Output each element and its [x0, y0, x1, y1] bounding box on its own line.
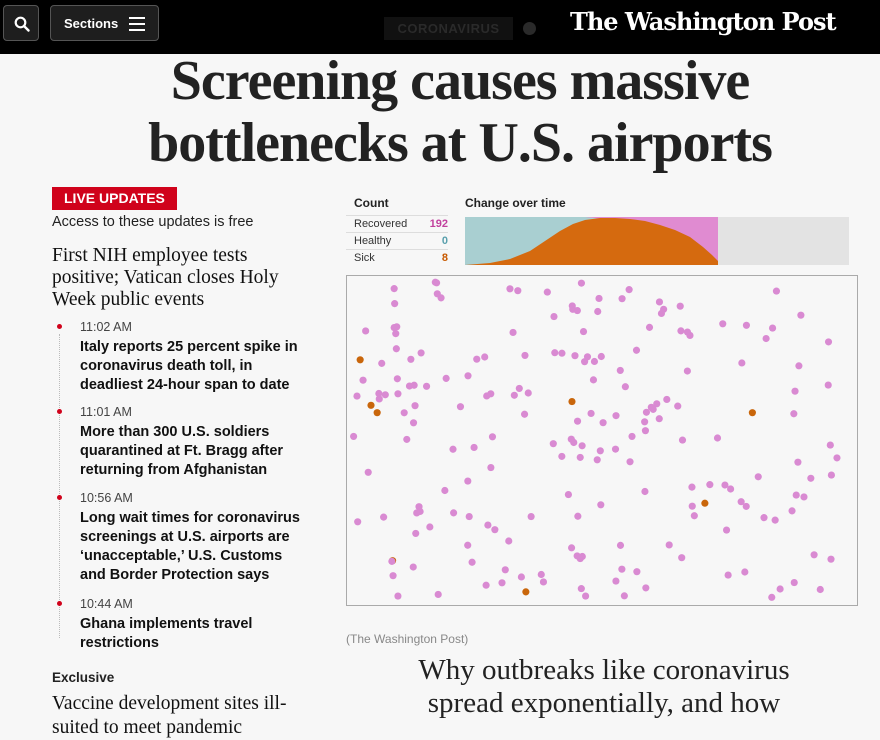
sick-dot	[367, 402, 374, 409]
recovered-dot	[525, 389, 532, 396]
recovered-dot	[568, 544, 575, 551]
count-label: Recovered	[354, 218, 408, 230]
recovered-dot	[797, 312, 804, 319]
recovered-dot	[621, 592, 628, 599]
recovered-dot	[600, 419, 607, 426]
recovered-dot	[518, 573, 525, 580]
recovered-dot	[738, 498, 745, 505]
live-update-item[interactable]	[80, 597, 310, 653]
sections-menu-button[interactable]	[50, 5, 159, 41]
recovered-dot	[528, 513, 535, 520]
recovered-dot	[590, 376, 597, 383]
sick-dot	[568, 398, 575, 405]
section-kicker-link[interactable]: CORONAVIRUS	[384, 17, 513, 40]
search-button[interactable]	[3, 5, 39, 41]
recovered-dot	[688, 484, 695, 491]
recovered-dot	[633, 347, 640, 354]
recovered-dot	[434, 290, 441, 297]
recovered-dot	[582, 592, 589, 599]
recovered-dot	[466, 513, 473, 520]
recovered-dot	[464, 372, 471, 379]
recovered-dot	[579, 442, 586, 449]
access-note: Access to these updates is free	[52, 214, 254, 230]
recovered-dot	[587, 410, 594, 417]
recovered-dot	[375, 390, 382, 397]
hamburger-icon	[129, 17, 145, 31]
recovered-dot	[514, 287, 521, 294]
recovered-dot	[487, 464, 494, 471]
recovered-dot	[755, 473, 762, 480]
recovered-dot	[401, 409, 408, 416]
recovered-dot	[612, 412, 619, 419]
recovered-dot	[449, 446, 456, 453]
recovered-dot	[574, 418, 581, 425]
recovered-dot	[565, 491, 572, 498]
recovered-dot	[502, 566, 509, 573]
recovered-dot	[457, 403, 464, 410]
count-value: 192	[429, 218, 448, 230]
recovered-dot	[569, 306, 576, 313]
live-updates-badge[interactable]: LIVE UPDATES	[52, 187, 177, 210]
recovered-dot	[686, 332, 693, 339]
recovered-dot	[791, 388, 798, 395]
count-value: 8	[441, 252, 448, 264]
recovered-dot	[418, 349, 425, 356]
recovered-dot	[594, 308, 601, 315]
recovered-dot	[721, 481, 728, 488]
recovered-dot	[795, 362, 802, 369]
count-label: Sick	[354, 252, 375, 264]
recovered-dot	[777, 585, 784, 592]
arrow-right-icon[interactable]	[523, 22, 536, 35]
recovered-dot	[677, 303, 684, 310]
recovered-dot	[464, 477, 471, 484]
recovered-dot	[642, 427, 649, 434]
recovered-dot	[807, 475, 814, 482]
recovered-dot	[574, 513, 581, 520]
recovered-dot	[581, 358, 588, 365]
recovered-dot	[678, 554, 685, 561]
sick-dot	[374, 409, 381, 416]
recovered-dot	[833, 454, 840, 461]
recovered-dot	[827, 556, 834, 563]
count-title: Count	[354, 196, 389, 210]
recovered-dot	[389, 572, 396, 579]
recovered-dot	[469, 559, 476, 566]
recovered-dot	[725, 572, 732, 579]
recovered-dot	[626, 286, 633, 293]
recovered-dot	[544, 289, 551, 296]
recovered-dot	[509, 329, 516, 336]
recovered-dot	[719, 320, 726, 327]
recovered-dot	[558, 453, 565, 460]
recovered-dot	[558, 350, 565, 357]
recovered-dot	[706, 481, 713, 488]
recovered-dot	[663, 396, 670, 403]
recovered-dot	[521, 411, 528, 418]
recovered-dot	[382, 391, 389, 398]
change-over-time-title: Change over time	[465, 196, 566, 210]
live-update-item[interactable]	[80, 491, 310, 585]
recovered-dot	[551, 349, 558, 356]
graphic-credit: (The Washington Post)	[346, 632, 469, 646]
recovered-dot	[773, 288, 780, 295]
recovered-dot	[760, 514, 767, 521]
bullet-dot-icon	[57, 409, 62, 414]
recovered-dot	[817, 586, 824, 593]
recovered-dot	[641, 488, 648, 495]
recovered-dot	[407, 356, 414, 363]
recovered-dot	[423, 383, 430, 390]
population-dot-field	[346, 275, 858, 606]
recovered-dot	[470, 444, 477, 451]
recovered-dot	[412, 530, 419, 537]
recovered-dot	[391, 324, 398, 331]
recovered-dot	[506, 285, 513, 292]
recovered-dot	[653, 400, 660, 407]
recovered-dot	[426, 523, 433, 530]
search-icon	[14, 16, 30, 32]
bullet-dot-icon	[57, 495, 62, 500]
update-time: 10:56 AM	[80, 491, 133, 505]
recovered-dot	[538, 571, 545, 578]
recovered-dot	[825, 338, 832, 345]
recovered-dot	[362, 327, 369, 334]
recovered-dot	[622, 383, 629, 390]
recovered-dot	[353, 392, 360, 399]
recovered-dot	[392, 330, 399, 337]
recovered-dot	[410, 563, 417, 570]
future-area	[718, 217, 849, 265]
recovered-dot	[790, 410, 797, 417]
recovered-dot	[684, 367, 691, 374]
recovered-dot	[388, 558, 395, 565]
recovered-dot	[394, 390, 401, 397]
update-text[interactable]: Ghana implements travel restrictions	[80, 616, 253, 651]
recovered-dot	[743, 322, 750, 329]
recovered-dot	[825, 381, 832, 388]
sick-dot	[522, 588, 529, 595]
sick-dot	[357, 356, 364, 363]
sick-dot	[701, 500, 708, 507]
count-value: 0	[441, 235, 448, 247]
recovered-dot	[768, 594, 775, 601]
recovered-dot	[788, 507, 795, 514]
recovered-dot	[656, 298, 663, 305]
recovered-dot	[597, 447, 604, 454]
recovered-dot	[433, 279, 440, 286]
recovered-dot	[594, 456, 601, 463]
recovered-dot	[674, 403, 681, 410]
recovered-dot	[489, 433, 496, 440]
recovered-dot	[483, 582, 490, 589]
sections-label: Sections	[64, 16, 119, 31]
recovered-dot	[450, 509, 457, 516]
recovered-dot	[464, 542, 471, 549]
recovered-dot	[689, 503, 696, 510]
update-text[interactable]: Long wait times for coronavirus screenings at U.S. airports are ‘unacceptable,’ U.S. Customs and Border Protection says	[80, 510, 300, 583]
count-row-healthy	[346, 232, 448, 249]
recovered-dot	[415, 503, 422, 510]
recovered-dot	[769, 325, 776, 332]
live-updates-headline[interactable]: First NIH employee tests positive; Vatican closes Holy Week public events	[52, 245, 279, 310]
count-label: Healthy	[354, 235, 392, 247]
recovered-dot	[723, 526, 730, 533]
recovered-dot	[578, 585, 585, 592]
recovered-dot	[498, 579, 505, 586]
recovered-dot	[577, 454, 584, 461]
recovered-dot	[658, 310, 665, 317]
recovered-dot	[580, 328, 587, 335]
update-time: 10:44 AM	[80, 597, 133, 611]
update-text[interactable]: Italy reports 25 percent spike in coronavirus death toll, in deadliest 24-hour span to date	[80, 339, 298, 393]
recovered-dot	[642, 584, 649, 591]
recovered-dot	[354, 518, 361, 525]
recovered-dot	[380, 514, 387, 521]
recovered-dot	[738, 359, 745, 366]
update-text[interactable]: More than 300 U.S. soldiers quarantined at Ft. Bragg after returning from Afghanistan	[80, 424, 284, 478]
recovered-dot	[516, 385, 523, 392]
recovered-dot	[521, 352, 528, 359]
recovered-dot	[484, 522, 491, 529]
bullet-dot-icon	[57, 601, 62, 606]
recovered-dot	[618, 566, 625, 573]
live-update-item[interactable]	[80, 405, 310, 480]
main-headline[interactable]: Screening causes massive bottlenecks at U.S. airports	[148, 50, 772, 174]
recovered-dot	[656, 415, 663, 422]
recovered-dot	[511, 392, 518, 399]
recovered-dot	[443, 375, 450, 382]
recovered-dot	[800, 493, 807, 500]
change-over-time-area-chart	[465, 217, 849, 265]
recovered-dot	[540, 578, 547, 585]
recovered-dot	[568, 436, 575, 443]
recovered-dot	[633, 568, 640, 575]
recovered-dot	[578, 280, 585, 287]
recovered-dot	[666, 541, 673, 548]
recovered-dot	[617, 542, 624, 549]
recovered-dot	[487, 390, 494, 397]
recovered-dot	[435, 591, 442, 598]
recovered-dot	[579, 553, 586, 560]
recovered-dot	[791, 579, 798, 586]
recovered-dot	[394, 375, 401, 382]
recovered-dot	[505, 537, 512, 544]
count-row-recovered	[346, 215, 448, 232]
story-headline[interactable]: Why outbreaks like coronavirus spread exponentially, and how	[418, 654, 790, 719]
recovered-dot	[391, 300, 398, 307]
recovered-dot	[481, 353, 488, 360]
recovered-dot	[571, 352, 578, 359]
recovered-dot	[828, 472, 835, 479]
recovered-dot	[378, 360, 385, 367]
recovered-dot	[598, 353, 605, 360]
count-row-sick	[346, 249, 448, 266]
update-time: 11:01 AM	[80, 405, 132, 419]
exclusive-headline[interactable]: Vaccine development sites ill-suited to meet pandemic	[52, 693, 287, 738]
recovered-dot	[646, 324, 653, 331]
recovered-dot	[618, 295, 625, 302]
recovered-dot	[406, 382, 413, 389]
recovered-dot	[691, 512, 698, 519]
masthead-logo[interactable]: The Washington Post	[570, 7, 836, 36]
recovered-dot	[591, 358, 598, 365]
sick-dot	[749, 409, 756, 416]
recovered-dot	[626, 458, 633, 465]
recovered-dot	[679, 437, 686, 444]
recovered-dot	[365, 469, 372, 476]
recovered-dot	[612, 446, 619, 453]
recovered-dot	[403, 436, 410, 443]
recovered-dot	[394, 592, 401, 599]
recovered-dot	[410, 419, 417, 426]
timeline-divider	[59, 334, 60, 638]
recovered-dot	[628, 433, 635, 440]
simulation-graphic	[346, 185, 858, 607]
recovered-dot	[827, 441, 834, 448]
recovered-dot	[794, 459, 801, 466]
recovered-dot	[763, 335, 770, 342]
recovered-dot	[411, 402, 418, 409]
live-update-item[interactable]	[80, 320, 310, 395]
recovered-dot	[391, 285, 398, 292]
recovered-dot	[677, 327, 684, 334]
recovered-dot	[441, 487, 448, 494]
recovered-dot	[393, 345, 400, 352]
recovered-dot	[811, 551, 818, 558]
recovered-dot	[550, 313, 557, 320]
recovered-dot	[350, 433, 357, 440]
recovered-dot	[714, 434, 721, 441]
exclusive-label: Exclusive	[52, 670, 115, 685]
recovered-dot	[491, 526, 498, 533]
recovered-dot	[612, 577, 619, 584]
recovered-dot	[793, 491, 800, 498]
update-time: 11:02 AM	[80, 320, 132, 334]
recovered-dot	[595, 295, 602, 302]
bullet-dot-icon	[57, 324, 62, 329]
recovered-dot	[550, 440, 557, 447]
recovered-dot	[473, 356, 480, 363]
recovered-dot	[641, 418, 648, 425]
recovered-dot	[772, 517, 779, 524]
recovered-dot	[597, 501, 604, 508]
recovered-dot	[359, 377, 366, 384]
recovered-dot	[741, 568, 748, 575]
recovered-dot	[617, 367, 624, 374]
top-navigation-bar	[0, 0, 880, 54]
